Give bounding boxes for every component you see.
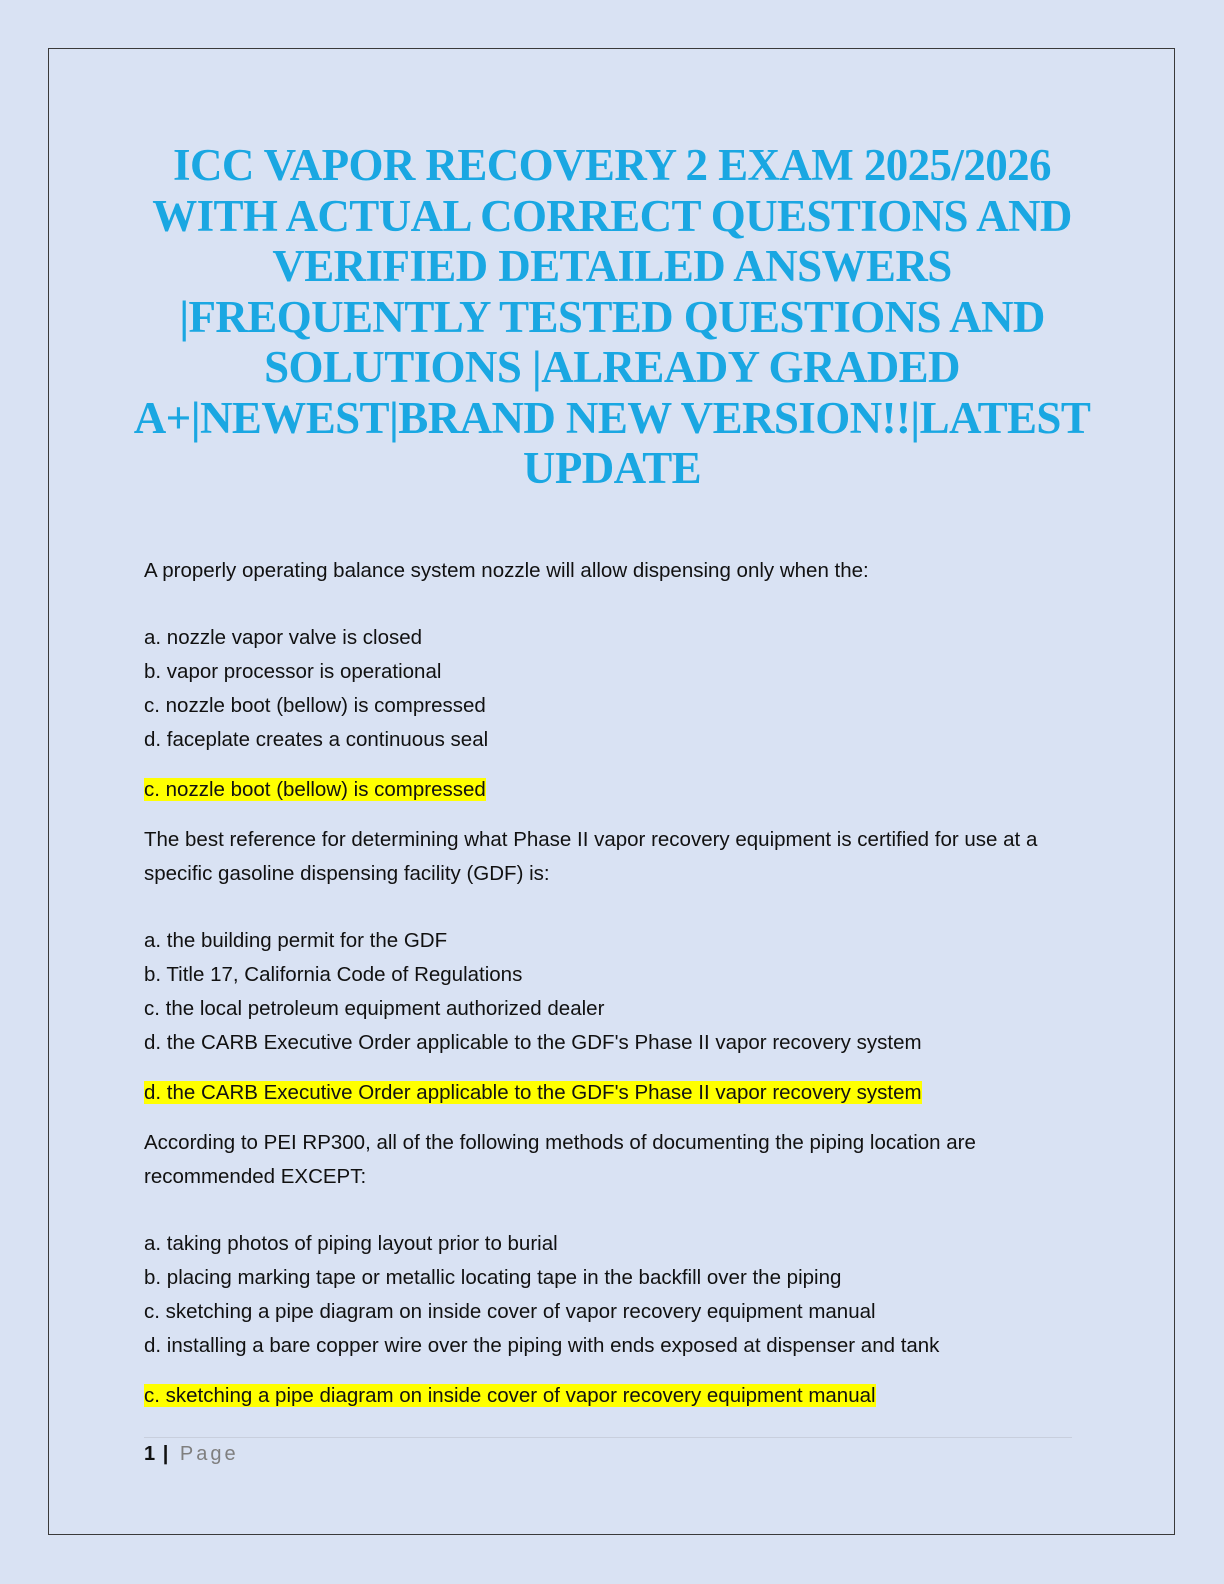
document-title: ICC VAPOR RECOVERY 2 EXAM 2025/2026 WITH ACTUAL CORRECT QUESTIONS AND VERIFIED DETAILED ANSWERS |FREQUENTLY TESTED QUESTIONS AND SOLUTIONS |ALREADY GRADED A+|NEWEST|BRAND NEW VERSION!!|LATEST UPDATE (133, 140, 1091, 493)
options-list (144, 621, 1084, 757)
question-block (144, 1126, 1084, 1413)
option-c: c. nozzle boot (bellow) is compressed (144, 694, 486, 717)
question-block (144, 823, 1084, 1110)
highlighted-answer: c. nozzle boot (bellow) is compressed (144, 778, 486, 801)
highlighted-answer: c. sketching a pipe diagram on inside cover of vapor recovery equipment manual (144, 1384, 876, 1407)
option-a: a. taking photos of piping layout prior to burial (144, 1232, 558, 1255)
option-b: b. placing marking tape or metallic locating tape in the backfill over the piping (144, 1266, 842, 1289)
footer-separator: | (162, 1443, 169, 1465)
option-a: a. the building permit for the GDF (144, 929, 448, 952)
options-list (144, 1227, 1084, 1363)
page-number: 1 (144, 1443, 156, 1465)
page-footer (144, 1440, 239, 1468)
footer-divider (144, 1437, 1072, 1438)
answer-line (144, 1379, 1084, 1413)
question-block (144, 554, 1084, 807)
questions-section (144, 554, 1084, 1429)
option-c: c. the local petroleum equipment authorized dealer (144, 997, 605, 1020)
option-b: b. Title 17, California Code of Regulations (144, 963, 523, 986)
page-label: Page (179, 1443, 239, 1465)
options-list (144, 924, 1084, 1060)
option-a: a. nozzle vapor valve is closed (144, 626, 423, 649)
option-c: c. sketching a pipe diagram on inside cover of vapor recovery equipment manual (144, 1300, 876, 1323)
highlighted-answer: d. the CARB Executive Order applicable to the GDF's Phase II vapor recovery system (144, 1081, 922, 1104)
answer-line (144, 773, 1084, 807)
answer-line (144, 1076, 1084, 1110)
option-b: b. vapor processor is operational (144, 660, 442, 683)
question-text: A properly operating balance system nozzle will allow dispensing only when the: (144, 559, 869, 582)
option-d: d. the CARB Executive Order applicable to the GDF's Phase II vapor recovery system (144, 1031, 922, 1054)
question-text: According to PEI RP300, all of the following methods of documenting the piping location are recommended EXCEPT: (144, 1131, 976, 1188)
question-text: The best reference for determining what Phase II vapor recovery equipment is certified for use at a specific gasoline dispensing facility (GDF) is: (144, 828, 1038, 885)
option-d: d. installing a bare copper wire over the piping with ends exposed at dispenser and tank (144, 1334, 940, 1357)
option-d: d. faceplate creates a continuous seal (144, 728, 489, 751)
